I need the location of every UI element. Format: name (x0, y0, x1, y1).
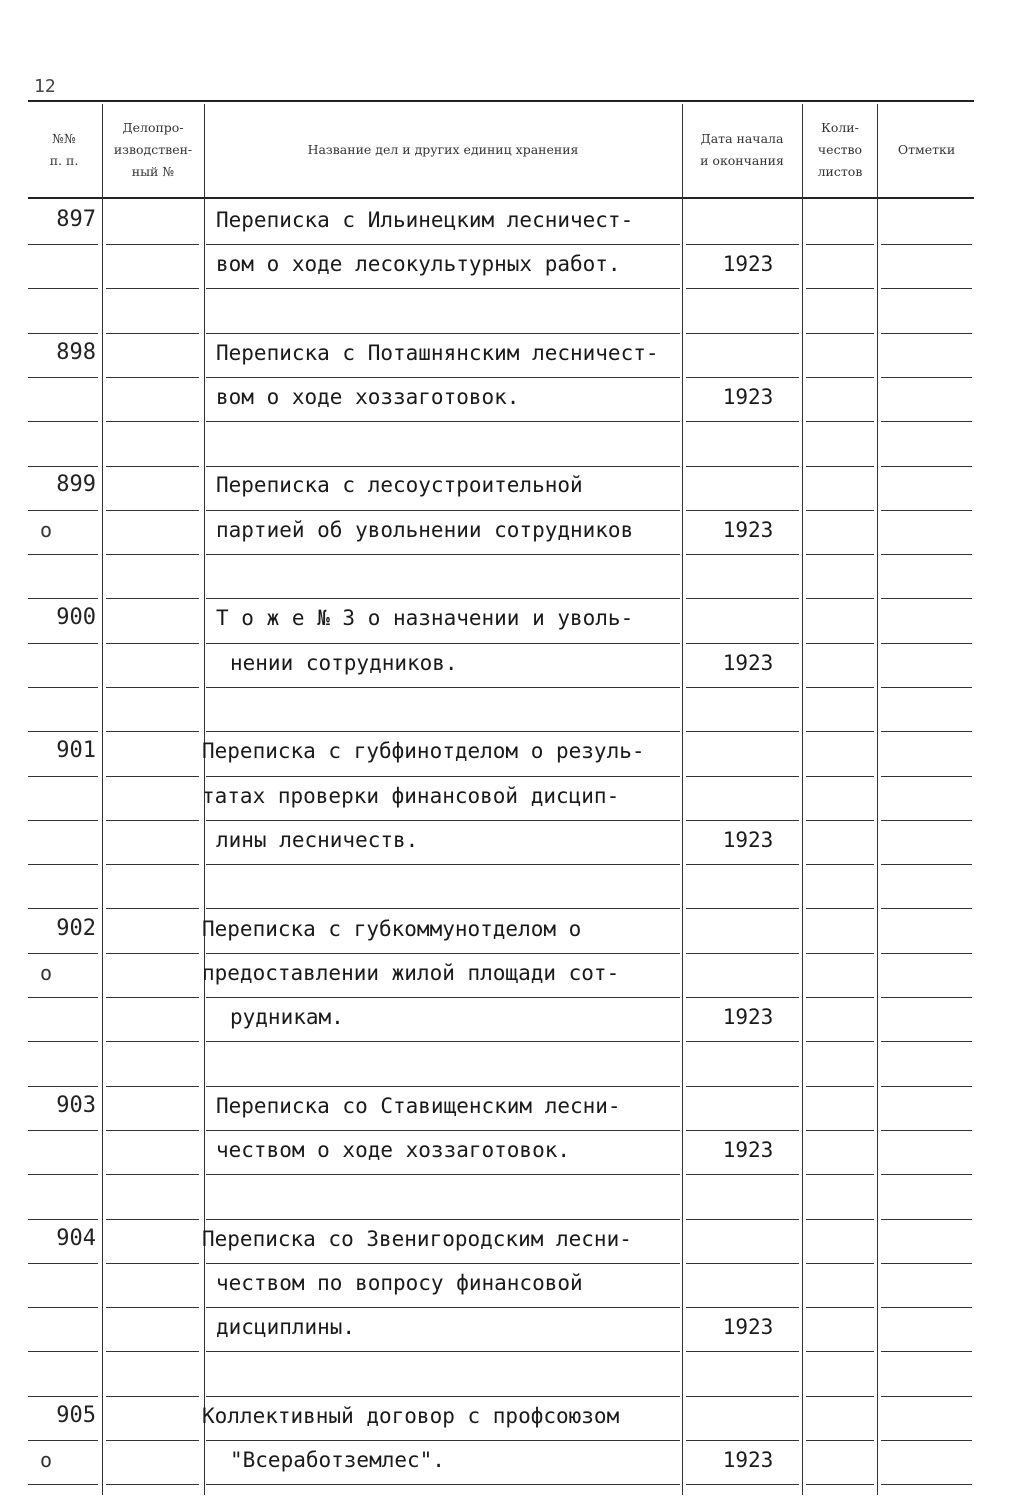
column-divider (802, 104, 803, 1495)
ruled-line (106, 288, 199, 289)
ruled-line (806, 1307, 874, 1308)
ruled-line (806, 908, 874, 909)
ruled-line (686, 908, 799, 909)
ruled-line (881, 997, 972, 998)
ruled-line (28, 997, 98, 998)
ruled-line (106, 953, 199, 954)
ruled-line (881, 820, 972, 821)
entry-title-line: чеством по вопросу финансовой (216, 1271, 583, 1295)
ruled-line (106, 598, 199, 599)
ruled-line (686, 864, 799, 865)
ruled-line (686, 1041, 799, 1042)
ruled-line (28, 1351, 98, 1352)
ruled-line (686, 1351, 799, 1352)
entry-title-line: предоставлении жилой площади сот- (202, 961, 620, 985)
ruled-line (28, 820, 98, 821)
ruled-line (106, 1440, 199, 1441)
ruled-line (28, 288, 98, 289)
ruled-line (806, 776, 874, 777)
ruled-line (881, 1219, 972, 1220)
page-mark: 12 (34, 76, 56, 97)
ruled-line (881, 466, 972, 467)
ruled-line (686, 731, 799, 732)
entry-title-line: партией об увольнении сотрудников (216, 518, 634, 542)
ruled-line (106, 908, 199, 909)
ruled-line (806, 598, 874, 599)
ruled-line (881, 731, 972, 732)
ruled-line (686, 333, 799, 334)
ruled-line (106, 643, 199, 644)
entry-title-line: чеством о ходе хоззаготовок. (216, 1138, 571, 1162)
ruled-line (106, 421, 199, 422)
ruled-line (106, 997, 199, 998)
ruled-line (881, 510, 972, 511)
entry-title-line: Переписка со Ставищенским лесни- (216, 1094, 621, 1118)
ruled-line (881, 1263, 972, 1264)
ruled-line (206, 421, 680, 422)
entry-year: 1923 (722, 252, 774, 276)
entry-title-line: Переписка с Ильинецким лесничест- (216, 208, 634, 232)
ruled-line (686, 687, 799, 688)
entry-number: 903 (56, 1093, 96, 1118)
ruled-line (206, 687, 680, 688)
entry-number: 901 (56, 738, 96, 763)
ruled-line (806, 1174, 874, 1175)
ruled-line (686, 1484, 799, 1485)
ruled-line (806, 1041, 874, 1042)
ruled-line (881, 953, 972, 954)
ruled-line (881, 244, 972, 245)
ruled-line (106, 864, 199, 865)
ruled-line (806, 1130, 874, 1131)
ruled-line (106, 333, 199, 334)
ruled-line (881, 554, 972, 555)
entry-title-line: "Всеработземлес". (230, 1448, 445, 1472)
entry-number: 897 (56, 207, 96, 232)
entry-title-line: Переписка с лесоустроительной (216, 473, 583, 497)
entry-year: 1923 (722, 1448, 774, 1472)
entry-year: 1923 (722, 651, 774, 675)
ruled-line (206, 554, 680, 555)
ruled-line (206, 1174, 680, 1175)
ruled-line (28, 864, 98, 865)
ruled-line (806, 1086, 874, 1087)
ruled-line (881, 908, 972, 909)
ruled-line (106, 1174, 199, 1175)
ruled-line (106, 776, 199, 777)
ruled-line (106, 554, 199, 555)
ruled-line (28, 1174, 98, 1175)
header-dates: Дата начала и окончания (700, 131, 784, 168)
ruled-line (106, 510, 199, 511)
entry-mark: о (40, 518, 53, 542)
entry-title-line: рудникам. (230, 1005, 344, 1029)
ruled-line (686, 1263, 799, 1264)
header-num: №№ п. п. (49, 131, 79, 168)
ruled-line (881, 1351, 972, 1352)
entry-year: 1923 (722, 1315, 774, 1339)
ruled-line (686, 1086, 799, 1087)
top-rule (28, 100, 974, 102)
ruled-line (28, 421, 98, 422)
ruled-line (806, 1396, 874, 1397)
ruled-line (881, 377, 972, 378)
ruled-line (206, 1484, 680, 1485)
entry-title-line: Т о ж е № 3 о назначении и уволь- (216, 606, 634, 630)
ruled-line (806, 864, 874, 865)
entry-title-line: татах проверки финансовой дисцип- (202, 784, 620, 808)
ruled-line (881, 333, 972, 334)
ruled-line (106, 820, 199, 821)
entry-number: 900 (56, 605, 96, 630)
entry-number: 899 (56, 472, 96, 497)
ruled-line (806, 421, 874, 422)
ruled-line (806, 554, 874, 555)
header-office-num: Делопро- изводствен- ный № (113, 120, 193, 179)
ruled-line (106, 1351, 199, 1352)
entry-title-line: нении сотрудников. (230, 651, 458, 675)
ruled-line (686, 554, 799, 555)
ruled-line (206, 288, 680, 289)
entry-number: 898 (56, 340, 96, 365)
ruled-line (206, 1041, 680, 1042)
ruled-line (881, 643, 972, 644)
ruled-line (881, 1130, 972, 1131)
ruled-line (686, 1219, 799, 1220)
ruled-line (106, 1086, 199, 1087)
ruled-line (881, 1307, 972, 1308)
ruled-line (28, 1130, 98, 1131)
ruled-line (686, 953, 799, 954)
ruled-line (806, 288, 874, 289)
header-sheets: Коли- чество листов (817, 120, 863, 179)
ruled-line (881, 1041, 972, 1042)
ruled-line (28, 1263, 98, 1264)
header-title: Название дел и других единиц хранения (307, 142, 579, 157)
ruled-line (881, 687, 972, 688)
ruled-line (881, 1484, 972, 1485)
ruled-line (881, 1440, 972, 1441)
ruled-line (28, 776, 98, 777)
entry-title-line: Переписка с Поташнянским лесничест- (216, 341, 659, 365)
ruled-line (686, 421, 799, 422)
ruled-line (881, 1086, 972, 1087)
entry-year: 1923 (722, 1138, 774, 1162)
entry-year: 1923 (722, 518, 774, 542)
ruled-line (28, 687, 98, 688)
ruled-line (106, 244, 199, 245)
ruled-line (806, 953, 874, 954)
ruled-line (806, 244, 874, 245)
ruled-line (106, 1130, 199, 1131)
ruled-line (806, 1351, 874, 1352)
entry-mark: о (40, 961, 53, 985)
header-notes: Отметки (897, 142, 956, 157)
ruled-line (686, 288, 799, 289)
ruled-line (28, 1484, 98, 1485)
ruled-line (806, 1263, 874, 1264)
ruled-line (806, 687, 874, 688)
ruled-line (28, 1307, 98, 1308)
entry-title-line: Коллективный договор с профсоюзом (202, 1404, 620, 1428)
entry-mark: о (40, 1448, 53, 1472)
ruled-line (686, 1174, 799, 1175)
ruled-line (106, 731, 199, 732)
ruled-line (806, 643, 874, 644)
entry-title-line: Переписка со Звенигородским лесни- (202, 1227, 632, 1251)
ruled-line (106, 1484, 199, 1485)
ruled-line (881, 1396, 972, 1397)
ruled-line (106, 466, 199, 467)
ruled-line (806, 333, 874, 334)
ruled-line (106, 1396, 199, 1397)
entry-title-line: Переписка с губкоммунотделом о (202, 917, 582, 941)
ruled-line (106, 1041, 199, 1042)
ruled-line (28, 1041, 98, 1042)
ruled-line (881, 776, 972, 777)
ruled-line (106, 687, 199, 688)
ruled-line (806, 377, 874, 378)
entry-year: 1923 (722, 828, 774, 852)
ruled-line (806, 731, 874, 732)
column-divider (102, 104, 103, 1495)
ruled-line (686, 466, 799, 467)
ruled-line (206, 1351, 680, 1352)
entry-title-line: дисциплины. (216, 1315, 356, 1339)
ruled-line (28, 244, 98, 245)
ruled-line (686, 776, 799, 777)
entry-year: 1923 (722, 1005, 774, 1029)
entry-number: 902 (56, 916, 96, 941)
entry-title-line: вом о ходе лесокультурных работ. (216, 252, 621, 276)
ruled-line (806, 466, 874, 467)
ruled-line (806, 1484, 874, 1485)
entry-number: 904 (56, 1226, 96, 1251)
ruled-line (881, 1174, 972, 1175)
ruled-line (806, 997, 874, 998)
ruled-line (686, 598, 799, 599)
ruled-line (106, 1307, 199, 1308)
ruled-line (28, 643, 98, 644)
ruled-line (106, 1219, 199, 1220)
entry-title-line: вом о ходе хоззаготовок. (216, 385, 520, 409)
column-divider (877, 104, 878, 1495)
ruled-line (806, 1219, 874, 1220)
ruled-line (806, 1440, 874, 1441)
ruled-line (881, 864, 972, 865)
ruled-line (28, 554, 98, 555)
ruled-line (881, 598, 972, 599)
ruled-line (686, 1396, 799, 1397)
ruled-line (881, 288, 972, 289)
entry-year: 1923 (722, 385, 774, 409)
ruled-line (206, 864, 680, 865)
ruled-line (106, 1263, 199, 1264)
ruled-line (881, 421, 972, 422)
ruled-line (806, 820, 874, 821)
ruled-line (106, 377, 199, 378)
ruled-line (806, 510, 874, 511)
ruled-line (28, 377, 98, 378)
entry-title-line: лины лесничеств. (216, 828, 419, 852)
entry-title-line: Переписка с губфинотделом о резуль- (202, 739, 645, 763)
entry-number: 905 (56, 1403, 96, 1428)
